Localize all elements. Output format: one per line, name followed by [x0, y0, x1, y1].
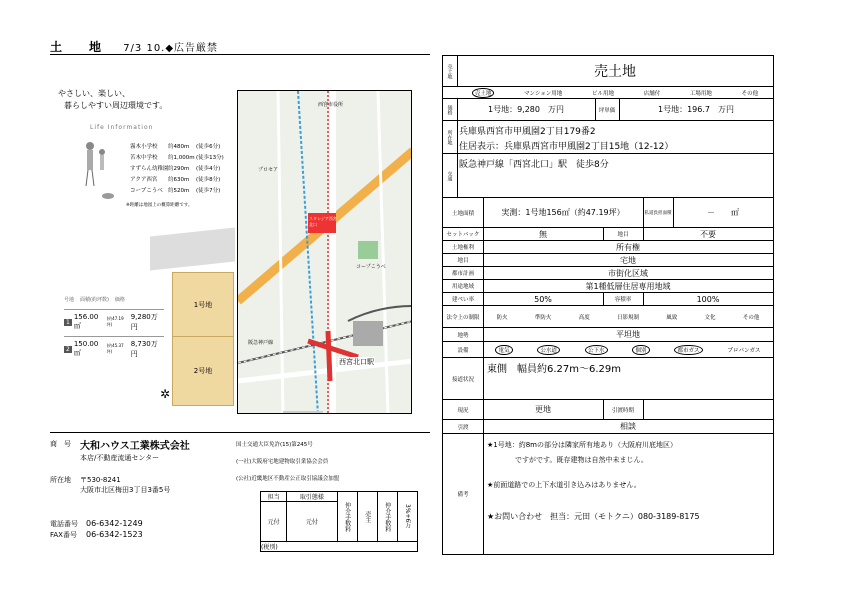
- row-label: 土地権利: [443, 241, 484, 253]
- chimoku-value: 宅地: [620, 255, 636, 265]
- fee-cell: 売主: [357, 492, 377, 542]
- setback2-value: 不要: [700, 229, 716, 239]
- fee-cell: 仲介手数料: [337, 492, 357, 542]
- company-block: [50, 432, 430, 557]
- row-chimoku: [443, 253, 773, 266]
- type-option: 工場用地: [689, 90, 712, 97]
- utility-option: 個別: [632, 345, 649, 355]
- address-label: 所在地: [50, 476, 71, 484]
- fee-cell: 仲介手数料: [377, 492, 397, 542]
- delivery-value: [643, 400, 773, 419]
- utility-option: 公水道: [537, 345, 560, 355]
- tsubo-label: 坪単価: [598, 107, 616, 114]
- fee-note: (税別): [261, 542, 418, 552]
- restriction-option: 日影規制: [616, 314, 639, 321]
- restriction-option: 準防火: [534, 314, 552, 321]
- row-rights: [443, 240, 773, 253]
- residence-value: 住居表示：兵庫県西宮市甲風園2丁目15地（12-12）: [459, 142, 674, 152]
- row-restrictions: [443, 305, 773, 327]
- handover-value: 相談: [620, 422, 636, 431]
- tagline-line-2: 暮らしやすい周辺環境です。: [64, 101, 168, 110]
- row-road: [443, 357, 773, 399]
- remarks-text: [487, 438, 700, 524]
- row-ratios: [443, 292, 773, 305]
- restriction-option: その他: [742, 314, 760, 321]
- lots-table-header: 号地 面積(約坪数) 価格: [64, 297, 125, 303]
- row-setback: [443, 227, 773, 240]
- type-option: 店舗付: [643, 90, 661, 97]
- setback2-label: 地目: [617, 232, 629, 238]
- company-label: 商 号: [50, 440, 71, 448]
- map-label: プロセア: [258, 167, 279, 173]
- setback-value: 無: [539, 229, 547, 239]
- row-label: 交通: [443, 154, 458, 197]
- tagline-line-1: やさしい、楽しい、: [58, 89, 130, 98]
- restriction-option: 文化: [704, 314, 716, 321]
- delivery-label: 引渡時期: [611, 407, 634, 414]
- rights-value: 所有権: [616, 242, 640, 252]
- tel-label: 電話番号: [50, 520, 78, 528]
- family-illustration-icon: [80, 138, 120, 203]
- utility-option: 都市ガス: [674, 345, 702, 355]
- license-line: (公社)近畿地区不動産公正取引協議会加盟: [236, 476, 340, 482]
- row-city-plan: [443, 266, 773, 279]
- map-label: 西宮市役所: [318, 102, 344, 108]
- fee-table: [260, 491, 418, 552]
- price-value: 1号地：9,280 万円: [488, 105, 564, 114]
- row-types: [443, 86, 773, 98]
- row-label: 法令上の制限: [443, 306, 484, 327]
- lot-1: 1号地: [172, 272, 234, 338]
- row-label: 土地面積: [443, 198, 484, 227]
- tsubo-price-value: 1号地：196.7 万円: [658, 105, 734, 114]
- row-handover: [443, 419, 773, 433]
- fax-number: 06-6342-1523: [86, 530, 143, 539]
- row-terrain: [443, 327, 773, 341]
- remark-line: ★お問い合わせ 担当：元田（モトクニ）080-3189-8175: [487, 512, 700, 521]
- facility-item: すずらん幼稚園約290m (徒歩4分): [130, 166, 221, 172]
- row-access: [443, 153, 773, 197]
- zip-code: 〒530-8241: [80, 476, 121, 484]
- life-info: Life Information: [90, 124, 154, 131]
- restriction-option: 防火: [496, 314, 508, 321]
- lots-table: [64, 296, 164, 359]
- private-road-label: 私道負担面積: [644, 210, 672, 216]
- road-strip: [150, 228, 235, 271]
- utility-option: プロパンガス: [727, 347, 761, 354]
- restriction-option: 高度: [578, 314, 590, 321]
- lot-2: 2号地: [172, 336, 234, 406]
- fax-label: FAX番号: [50, 531, 77, 539]
- address: 大阪市北区梅田3丁目3番5号: [80, 486, 171, 494]
- remark-line: ★1号地：約8mの部分は隣家所有地あり（大阪府川底地区）: [487, 441, 678, 449]
- restriction-options: [483, 306, 773, 327]
- property-table: [442, 55, 774, 555]
- bcr-value: 50%: [534, 294, 552, 304]
- facility-item: コープこうべ 約520m (徒歩7分): [130, 188, 221, 194]
- tagline: [58, 88, 167, 112]
- row-label: 都市計画: [443, 267, 484, 279]
- row-utilities: [443, 341, 773, 357]
- row-label: 接道状況: [443, 358, 484, 399]
- utility-option: 公下水: [585, 345, 608, 355]
- facility-item: 苦木中学校 約1,000m(徒歩13分): [130, 155, 224, 161]
- fee-cell: 3%+6万: [397, 492, 417, 542]
- fee-header: 取引態様: [287, 492, 337, 502]
- road-value: 東側 幅員約6.27m～6.29m: [487, 364, 622, 375]
- row-label: セットバック: [443, 228, 484, 240]
- type-options: [457, 87, 773, 98]
- type-option: 売土地: [472, 88, 495, 98]
- license-line: 国土交通大臣免許(15)第245号: [236, 442, 313, 448]
- type-option: ビル用地: [592, 90, 615, 97]
- compass-icon: ✲: [160, 387, 171, 401]
- far-value: 100%: [696, 294, 720, 304]
- remark-line: ですがです。既存建物は自然中未まじん。: [487, 456, 648, 464]
- map-graphic: [238, 91, 412, 414]
- header-rule: [50, 54, 430, 55]
- row-label: 用途地域: [443, 280, 484, 292]
- row-remarks: [443, 433, 773, 554]
- facility-note: ※距離は地図上の概算距離です。: [126, 203, 193, 208]
- license-line: (一社)大阪府宅地建物取引業協会会員: [236, 459, 329, 465]
- area-value: 実測：1号地156㎡（約47.19坪）: [501, 208, 625, 217]
- access-value: 阪急神戸線「西宮北口」駅 徒歩8分: [459, 160, 609, 170]
- area-map: [237, 90, 412, 414]
- row-location: [443, 120, 773, 153]
- row-status: [443, 399, 773, 419]
- row-price: [443, 98, 773, 120]
- map-label-site: スタレジア西宮北口: [309, 216, 337, 227]
- row-label: 地勢: [443, 328, 484, 341]
- fee-header: 担当: [261, 492, 287, 502]
- facility-item: 霧木小学校 約480m (徒歩6分): [130, 144, 221, 150]
- branch-name: 本店/不動産流通センター: [80, 454, 160, 462]
- category-label: 土 地: [50, 40, 103, 54]
- row-label: 所在地: [443, 121, 458, 153]
- row-label: 引渡: [443, 420, 484, 433]
- date-note: 7/3 10.◆広告厳禁: [123, 43, 219, 54]
- type-option: マンション用地: [524, 90, 563, 97]
- map-label: 阪急神戸線: [248, 340, 274, 346]
- facility-item: アクア西宮 約630m (徒歩8分): [130, 177, 221, 183]
- fee-cell: 元付: [287, 502, 337, 542]
- row-label: 地目: [443, 254, 484, 266]
- tel-number: 06-6342-1249: [86, 519, 143, 528]
- fee-cell: 元付: [261, 502, 287, 542]
- row-zone: [443, 279, 773, 292]
- company-name: 大和ハウス工業株式会社: [80, 441, 190, 452]
- row-label: 設備: [443, 342, 484, 357]
- private-road-value: － ㎡: [707, 208, 739, 217]
- property-type-title: 売土地: [594, 64, 636, 80]
- far-label: 容積率: [614, 297, 632, 303]
- zone-value: 第1種低層住居専用地域: [585, 281, 671, 291]
- row-label: 現況: [443, 400, 484, 419]
- type-option: その他: [741, 90, 759, 97]
- remark-line: ★前面道路での上下水道引き込みはありません。: [487, 481, 641, 489]
- utility-options: [483, 342, 773, 357]
- utility-option: 電気: [495, 345, 512, 355]
- status-value: 更地: [535, 405, 551, 414]
- license-info: [236, 437, 339, 488]
- location-value: 兵庫県西宮市甲風園2丁目179番2: [459, 127, 596, 137]
- map-label-station: 西宮北口駅: [339, 358, 374, 366]
- row-title: [443, 56, 773, 86]
- map-label: コープこうべ: [356, 264, 386, 270]
- row-label: 建ぺい率: [443, 293, 484, 305]
- facility-list: [130, 142, 224, 197]
- page-header: [50, 38, 218, 55]
- lot-row: 1 156.00㎡ (約47.19坪) 9,280万円: [64, 309, 164, 332]
- terrain-value: 平坦地: [616, 330, 640, 339]
- advert-panel: [50, 64, 430, 426]
- lot-row: 2 150.00㎡ (約45.37坪) 8,730万円: [64, 336, 164, 359]
- row-label: 備考: [443, 434, 484, 554]
- row-label: 売土地: [443, 56, 458, 86]
- city-plan-value: 市街化区域: [608, 268, 648, 278]
- row-area: [443, 197, 773, 227]
- row-label: 価格: [443, 99, 458, 120]
- restriction-option: 風致: [666, 314, 678, 321]
